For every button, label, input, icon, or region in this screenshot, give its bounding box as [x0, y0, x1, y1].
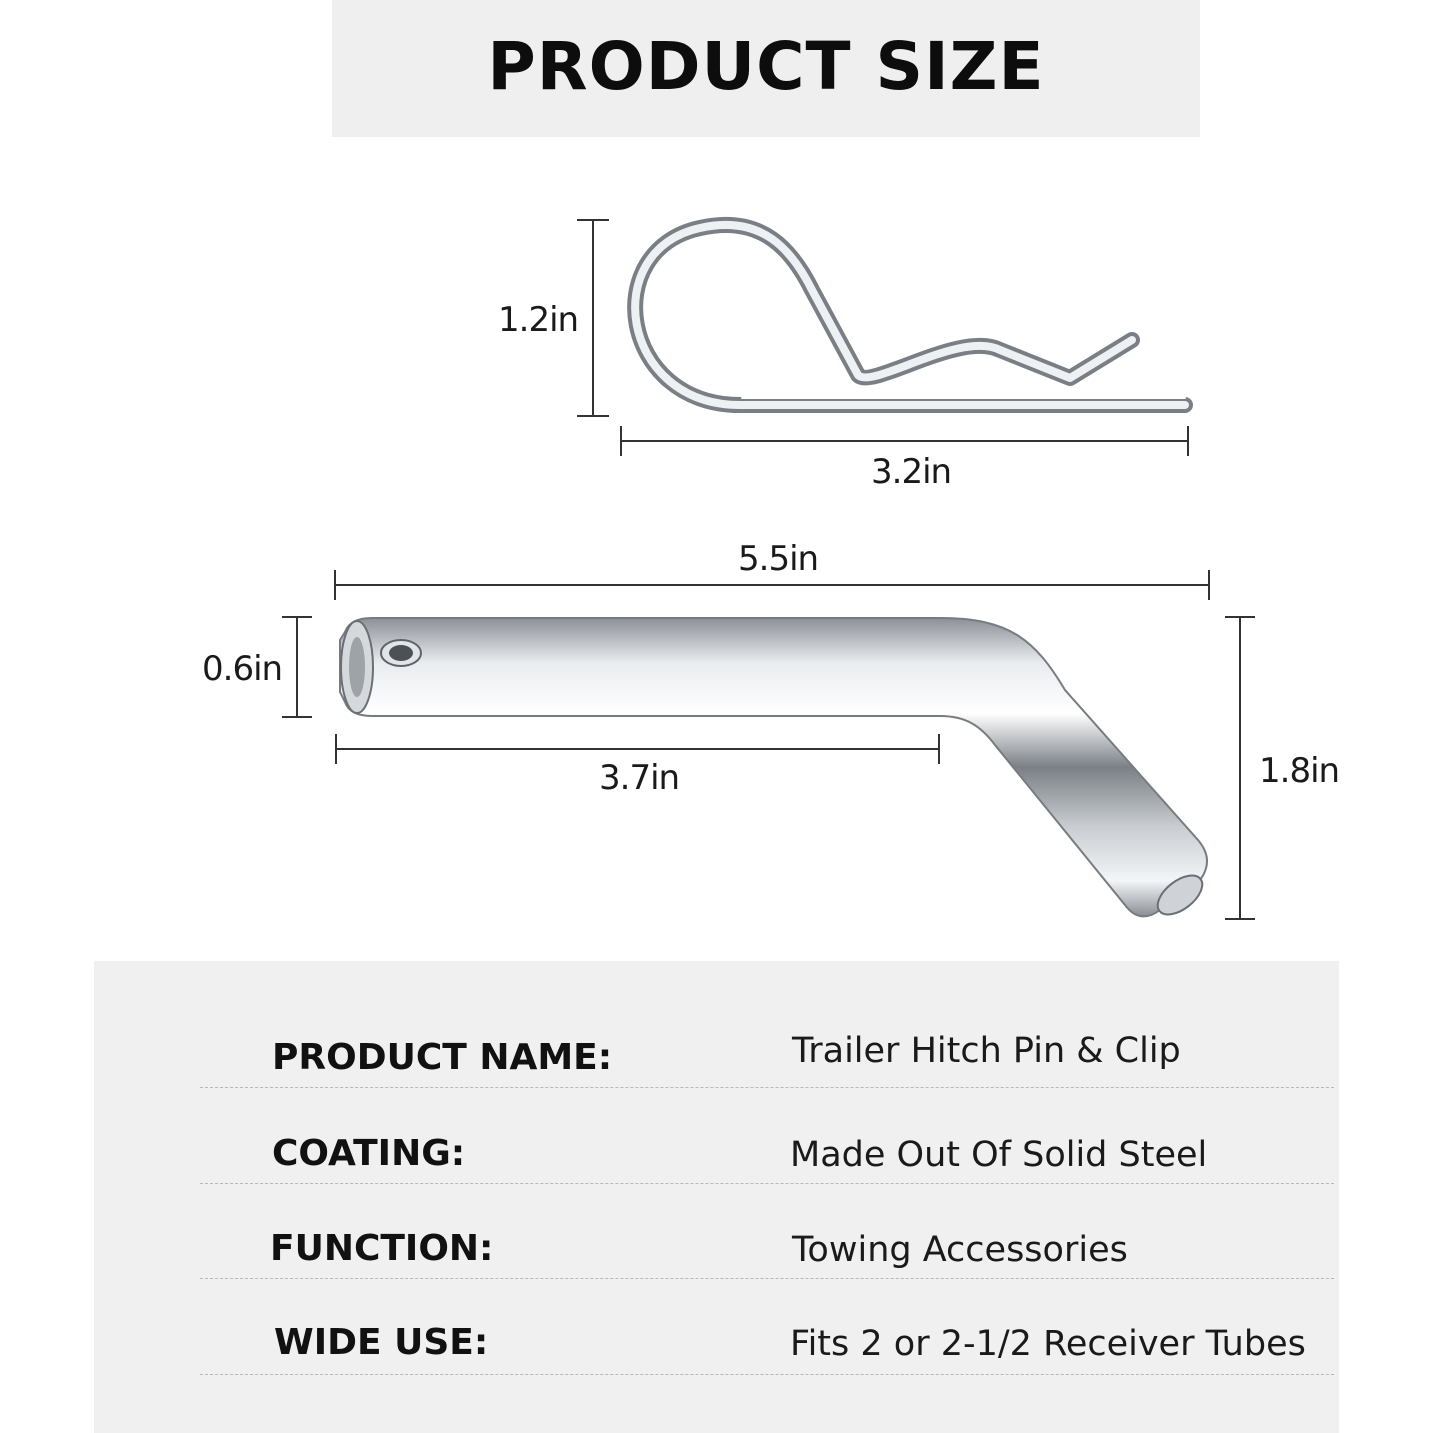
spec-row-product-name	[200, 991, 1334, 1088]
clip-length-label: 3.2in	[871, 452, 952, 492]
pin-drop-label: 1.8in	[1259, 751, 1340, 791]
spec-row-wide-use	[200, 1278, 1334, 1375]
spec-row-coating	[200, 1087, 1334, 1184]
pin-straight-length-label: 3.7in	[599, 758, 680, 798]
spec-label: PRODUCT NAME:	[272, 1037, 613, 1078]
spec-value: Towing Accessories	[792, 1230, 1128, 1270]
clip-height-label: 1.2in	[498, 300, 579, 340]
hitch-pin-image	[340, 618, 1209, 922]
spec-label: WIDE USE:	[274, 1322, 489, 1363]
page-title: PRODUCT SIZE	[487, 28, 1045, 105]
spec-label: FUNCTION:	[270, 1228, 494, 1269]
spec-value: Made Out Of Solid Steel	[790, 1135, 1208, 1175]
pin-total-length-label: 5.5in	[738, 539, 819, 579]
spec-panel	[94, 961, 1339, 1433]
spec-label: COATING:	[272, 1133, 466, 1174]
spec-value: Fits 2 or 2-1/2 Receiver Tubes	[790, 1324, 1306, 1364]
hitch-clip-image	[635, 225, 1185, 405]
spec-value: Trailer Hitch Pin & Clip	[792, 1031, 1181, 1071]
spec-row-function	[200, 1182, 1334, 1279]
pin-diameter-label: 0.6in	[202, 649, 283, 689]
